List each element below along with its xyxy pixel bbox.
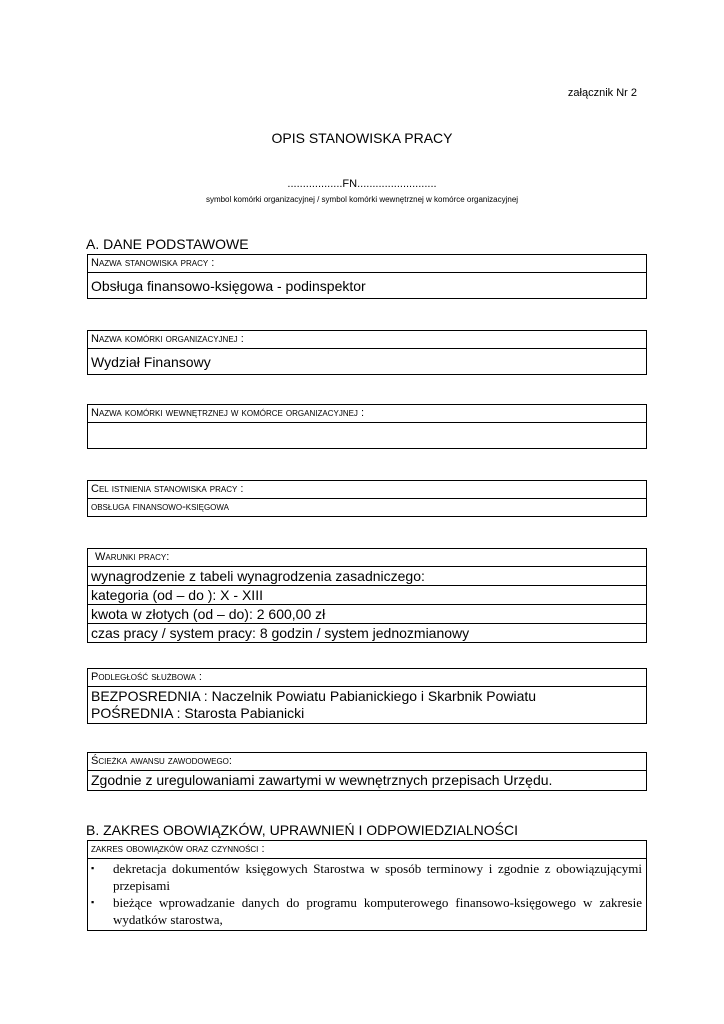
org-unit-value: Wydział Finansowy xyxy=(88,348,646,374)
internal-unit-box xyxy=(87,404,647,449)
internal-unit-value xyxy=(88,422,646,448)
section-b-heading: B. ZAKRES OBOWIĄZKÓW, UPRAWNIEŃ I ODPOWIEDZIALNOŚCI xyxy=(86,822,518,838)
subordination-header: Podległość służbowa : xyxy=(91,671,202,683)
duties-list xyxy=(88,858,646,930)
attachment-label: załącznik Nr 2 xyxy=(567,87,637,99)
purpose-value: obsługa finansowo-księgowa xyxy=(88,498,646,516)
duties-box xyxy=(87,840,647,931)
bullet-icon: ▪ xyxy=(91,863,95,873)
salary-amount-line: kwota w złotych (od – do): 2 600,00 zł xyxy=(88,604,646,623)
unit-symbol-caption: symbol komórki organizacyjnej / symbol komórki wewnętrznej w komórce organizacyjnej xyxy=(205,195,519,204)
work-conditions-box xyxy=(87,548,647,643)
duties-header: zakres obowiązków oraz czynności : xyxy=(91,843,265,855)
direct-superior: BEZPOSREDNIA : Naczelnik Powiatu Pabianickiego i Skarbnik Powiatu xyxy=(91,688,537,704)
bullet-icon: ▪ xyxy=(91,897,95,907)
salary-table-line: wynagrodzenie z tabeli wynagrodzenia zasadniczego: xyxy=(88,566,646,585)
career-path-box xyxy=(87,752,647,791)
duty-text: bieżące wprowadzanie danych do programu komputerowego finansowo-księgowego w zakresie wydatków starostwa, xyxy=(113,895,642,927)
indirect-superior: POŚREDNIA : Starosta Pabianicki xyxy=(91,705,305,721)
work-time-line: czas pracy / system pracy: 8 godzin / system jednozmianowy xyxy=(88,623,646,642)
subordination-box xyxy=(87,668,647,724)
purpose-header: Cel istnienia stanowiska pracy : xyxy=(91,483,244,495)
purpose-box xyxy=(87,480,647,517)
position-name-value: Obsługa finansowo-księgowa - podinspektor xyxy=(88,272,646,298)
career-path-header: Ścieżka awansu zawodowego: xyxy=(91,755,232,767)
section-a-heading: A. DANE PODSTAWOWE xyxy=(86,236,249,252)
career-path-value: Zgodnie z uregulowaniami zawartymi w wewnętrznych przepisach Urzędu. xyxy=(88,770,646,790)
position-name-box xyxy=(87,254,647,299)
unit-symbol: ..................FN.......................... xyxy=(287,178,437,190)
list-item xyxy=(88,894,646,928)
duty-text: dekretacja dokumentów księgowych Starostwa w sposób terminowy i zgodnie z obowiązującymi przepisami xyxy=(113,861,642,893)
list-item xyxy=(88,860,646,894)
internal-unit-header: Nazwa komórki wewnętrznej w komórce organizacyjnej : xyxy=(91,407,365,419)
category-line: kategoria (od – do ): X - XIII xyxy=(88,585,646,604)
position-name-header: Nazwa stanowiska pracy : xyxy=(91,257,215,269)
org-unit-header: Nazwa komórki organizacyjnej : xyxy=(91,333,244,345)
work-conditions-header: Warunki pracy: xyxy=(95,551,170,563)
document-title: OPIS STANOWISKA PRACY xyxy=(271,130,453,146)
org-unit-box xyxy=(87,330,647,375)
subordination-value xyxy=(88,686,646,723)
